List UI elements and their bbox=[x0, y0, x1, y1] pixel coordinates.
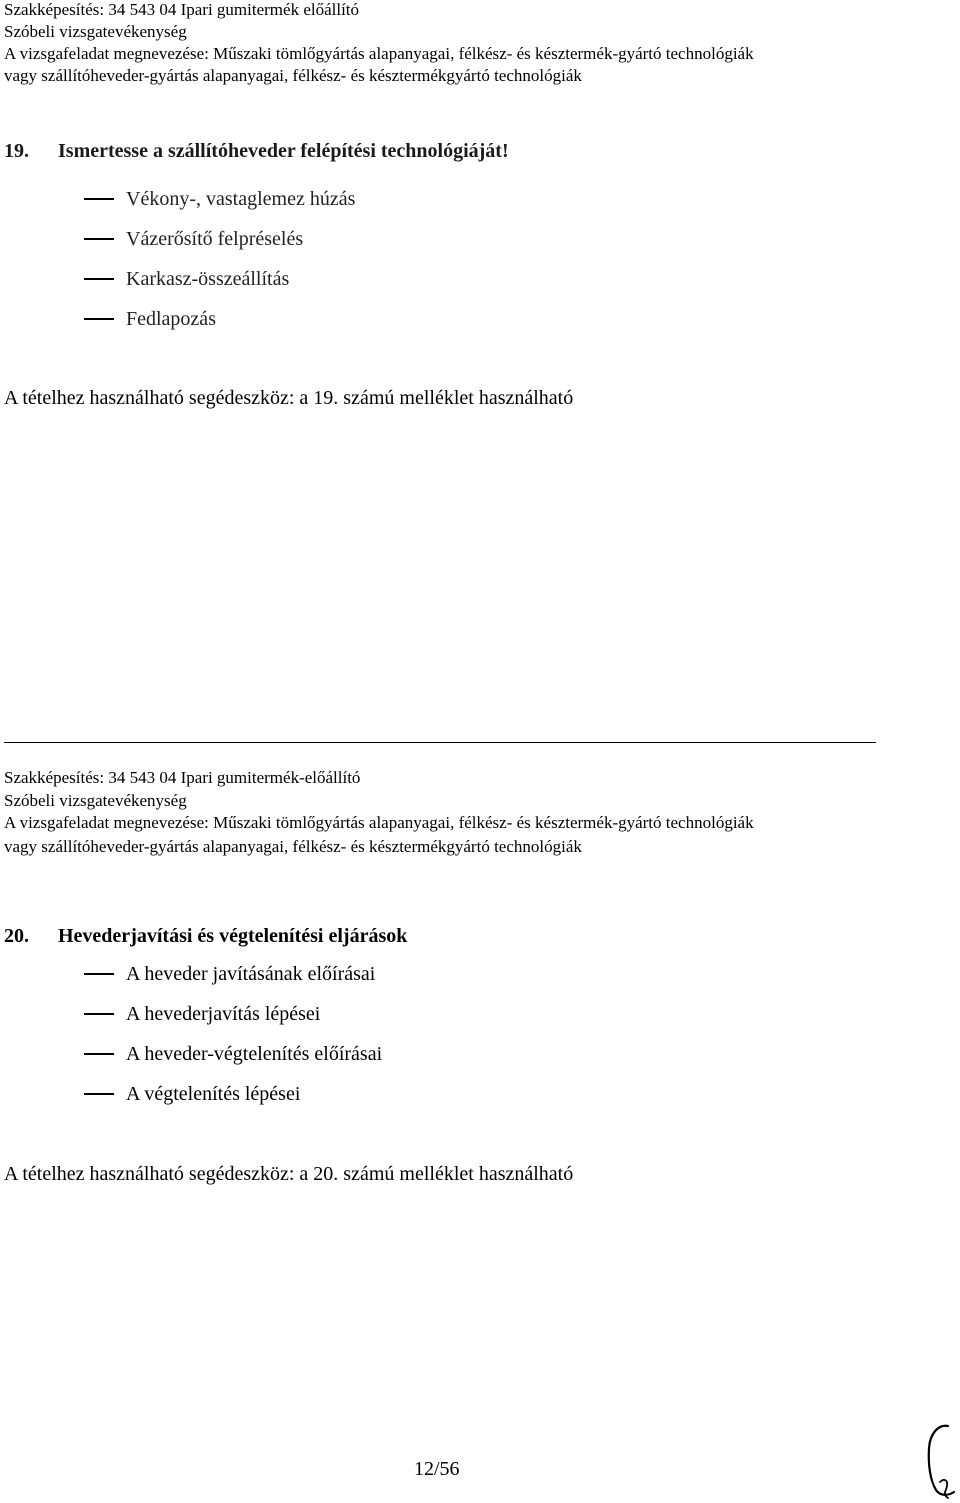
list-item bbox=[84, 962, 375, 986]
list-item-text: A heveder-végtelenítés előírásai bbox=[126, 1043, 383, 1065]
list-item-text: Vázerősítő felpréselés bbox=[126, 228, 304, 250]
header-exam-type: Szóbeli vizsgatevékenység bbox=[4, 791, 187, 810]
question-number: 19. bbox=[4, 140, 29, 162]
question-title-text: Hevederjavítási és végtelenítési eljárások bbox=[58, 925, 408, 947]
list-item bbox=[84, 187, 355, 211]
dash-bullet-icon bbox=[84, 1093, 114, 1095]
aid-note: A tételhez használható segédeszköz: a 19. számú melléklet használható bbox=[4, 387, 574, 409]
list-item bbox=[84, 267, 289, 291]
handwritten-signature-icon bbox=[918, 1420, 958, 1502]
header-task-name: A vizsgafeladat megnevezése: Műszaki tömlőgyártás alapanyagai, félkész- és késztermék-gyártó technológiák bbox=[4, 44, 754, 63]
list-item bbox=[84, 1082, 300, 1106]
header-task-name-continued: vagy szállítóheveder-gyártás alapanyagai, félkész- és késztermékgyártó technológiák bbox=[4, 66, 582, 85]
list-item-text: Vékony-, vastaglemez húzás bbox=[126, 188, 356, 210]
dash-bullet-icon bbox=[84, 1053, 114, 1055]
dash-bullet-icon bbox=[84, 1013, 114, 1015]
dash-bullet-icon bbox=[84, 278, 114, 280]
list-item bbox=[84, 1002, 320, 1026]
question-number: 20. bbox=[4, 925, 29, 947]
list-item bbox=[84, 227, 303, 251]
dash-bullet-icon bbox=[84, 318, 114, 320]
question-title bbox=[4, 924, 407, 948]
list-item-text: Karkasz-összeállítás bbox=[126, 268, 290, 290]
question-title-text: Ismertesse a szállítóheveder felépítési technológiáját! bbox=[58, 140, 509, 162]
list-item-text: Fedlapozás bbox=[126, 308, 216, 330]
dash-bullet-icon bbox=[84, 238, 114, 240]
aid-note: A tételhez használható segédeszköz: a 20. számú melléklet használható bbox=[4, 1163, 574, 1185]
list-item-text: A hevederjavítás lépései bbox=[126, 1003, 321, 1025]
header-qualification: Szakképesítés: 34 543 04 Ipari gumitermék-előállító bbox=[4, 768, 361, 787]
list-item bbox=[84, 1042, 382, 1066]
dash-bullet-icon bbox=[84, 973, 114, 975]
header-qualification: Szakképesítés: 34 543 04 Ipari gumitermék előállító bbox=[4, 0, 360, 19]
page-number: 12/56 bbox=[414, 1458, 460, 1480]
header-exam-type: Szóbeli vizsgatevékenység bbox=[4, 22, 187, 41]
question-title bbox=[4, 139, 509, 163]
list-item bbox=[84, 307, 216, 331]
header-task-name: A vizsgafeladat megnevezése: Műszaki tömlőgyártás alapanyagai, félkész- és késztermék-gyártó technológiák bbox=[4, 813, 754, 832]
list-item-text: A végtelenítés lépései bbox=[126, 1083, 301, 1105]
page-divider bbox=[4, 742, 876, 743]
list-item-text: A heveder javításának előírásai bbox=[126, 963, 376, 985]
dash-bullet-icon bbox=[84, 198, 114, 200]
header-task-name-continued: vagy szállítóheveder-gyártás alapanyagai, félkész- és késztermékgyártó technológiák bbox=[4, 837, 582, 856]
